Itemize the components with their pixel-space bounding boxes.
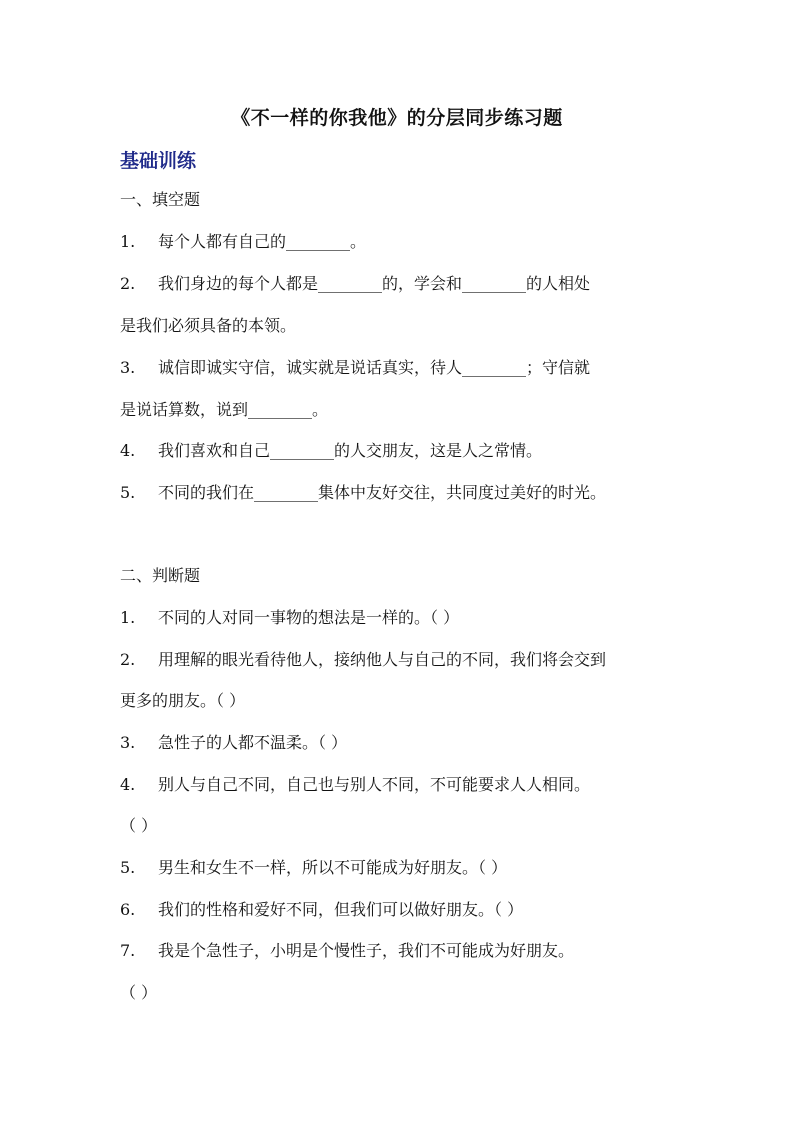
question-number: 5.: [120, 483, 136, 502]
judge-question-1: [120, 606, 680, 630]
question-text: 别人与自己不同，自己也与别人不同，不可能要求人人相同。: [158, 775, 591, 794]
question-number: 3.: [120, 733, 136, 752]
question-text: 我们的性格和爱好不同，但我们可以做好朋友。（ ）: [158, 900, 524, 919]
judge-question-5: [120, 856, 680, 880]
question-text: 每个人都有自己的________。: [158, 232, 367, 251]
question-number: 6.: [120, 900, 136, 919]
section-heading: 基础训练: [120, 150, 197, 172]
question-text: 我们身边的每个人都是________的，学会和________的人相处: [158, 274, 591, 293]
question-number: 4.: [120, 775, 136, 794]
question-number: 4.: [120, 441, 136, 460]
judge-question-3: [120, 731, 680, 755]
question-text: 我们喜欢和自己________的人交朋友，这是人之常情。: [158, 441, 543, 460]
judge-question-2-continuation: 更多的朋友。（ ）: [120, 691, 246, 710]
question-text: 不同的人对同一事物的想法是一样的。（ ）: [158, 608, 460, 627]
fill-question-5: [120, 481, 680, 505]
fill-question-2-continuation: 是我们必须具备的本领。: [120, 316, 297, 335]
question-text: 用理解的眼光看待他人，接纳他人与自己的不同，我们将会交到: [158, 650, 607, 669]
question-text: 不同的我们在________集体中友好交往，共同度过美好的时光。: [158, 483, 607, 502]
judge-question-4: [120, 773, 680, 797]
judge-question-7-continuation: （ ）: [120, 983, 158, 1002]
part2-heading: 二、判断题: [120, 566, 201, 585]
page-title: 《不一样的你我他》的分层同步练习题: [231, 107, 563, 129]
fill-question-4: [120, 439, 680, 463]
question-number: 2.: [120, 274, 136, 293]
fill-question-3-continuation: 是说话算数，说到________。: [120, 400, 329, 419]
judge-question-4-continuation: （ ）: [120, 816, 158, 835]
question-text: 急性子的人都不温柔。（ ）: [158, 733, 348, 752]
question-text: 诚信即诚实守信，诚实就是说话真实，待人________；守信就: [158, 358, 591, 377]
question-text: 我是个急性子，小明是个慢性子，我们不可能成为好朋友。: [158, 941, 575, 960]
question-number: 1.: [120, 608, 136, 627]
fill-question-3: [120, 356, 680, 380]
part1-heading: 一、填空题: [120, 190, 201, 209]
fill-question-2: [120, 272, 680, 296]
question-text: 男生和女生不一样，所以不可能成为好朋友。（ ）: [158, 858, 508, 877]
fill-question-1: [120, 230, 680, 254]
question-number: 5.: [120, 858, 136, 877]
question-number: 3.: [120, 358, 136, 377]
question-number: 7.: [120, 941, 136, 960]
question-number: 2.: [120, 650, 136, 669]
question-number: 1.: [120, 232, 136, 251]
judge-question-6: [120, 898, 680, 922]
judge-question-2: [120, 648, 680, 672]
judge-question-7: [120, 939, 680, 963]
